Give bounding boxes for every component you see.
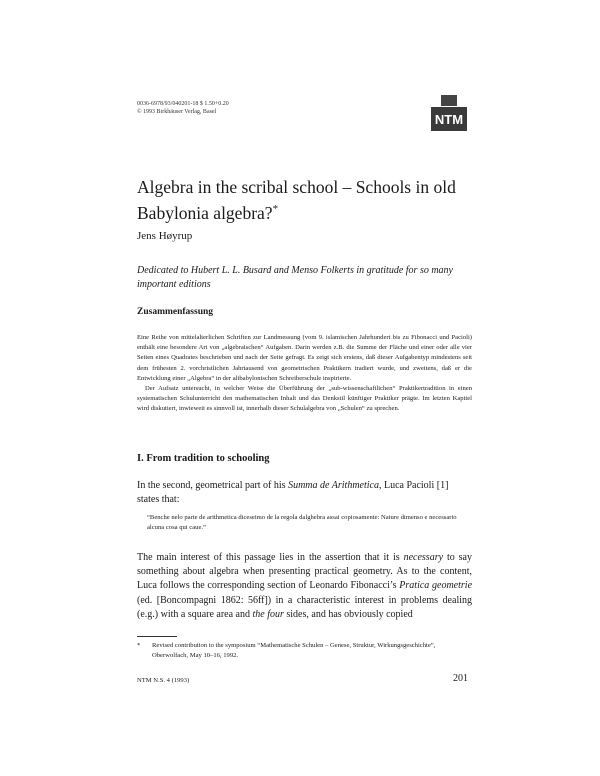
body-paragraph	[137, 479, 472, 507]
title-text: Algebra in the scribal school – Schools in old Babylonia algebra?	[137, 177, 456, 223]
logo-text: NTM	[434, 112, 464, 127]
text-run: sides, and has obviously copied	[283, 608, 413, 620]
journal-citation: NTM N.S. 4 (1993)	[137, 677, 190, 684]
article-title	[137, 176, 467, 224]
copyright-line: © 1993 Birkhäuser Verlag, Basel	[137, 109, 217, 115]
footnote-mark: *	[137, 642, 141, 649]
header-metadata	[137, 100, 229, 116]
zusammenfassung-paragraph: Der Aufsatz untersucht, in welcher Weise die Überführung der „sub-wissenschaftlichen“ Praktikertradition in einen systematischen Schulunterricht den mathematischen Inhalt und das Denkstil künftiger Praktiker prägte. Im letzten Kapitel wird diskutiert, inwieweit es sinnvoll ist, innerhalb dieser Schulalgebra von „Schulen“ zu sprechen.	[137, 385, 472, 413]
block-quote: “Benche nelo parte de arithmetica diceseimo de la regola dalghebra assai copiosamente: Nature dimenso e necessario alcuna cosa qui caue.”	[147, 514, 457, 531]
work-title: Pratica geometrie	[399, 580, 473, 592]
footnote-rule	[137, 636, 177, 637]
emphasis: necessary	[403, 552, 444, 563]
text-run: to say something about algebra when presenting practical geometry. As to the content, Luca follows the corresponding section of Leonardo Fibonacci’s	[137, 552, 472, 592]
emphasis: the four	[252, 608, 284, 620]
page-number: 201	[453, 673, 468, 684]
footnote	[137, 641, 472, 660]
issn-line: 0036-6978/93/040201-18 $ 1.50+0.20	[137, 101, 229, 107]
section-heading: I. From tradition to schooling	[137, 453, 270, 464]
zusammenfassung-paragraph: Eine Reihe von mittelalterlichen Schriften zur Landmessung (vom 9. islamischen Jahrhundert bis zu Fibonacci und Pacioli) enthält eine besondere Art von „algebraischen“ Aufgaben. Darin werden z.B. die Summe der Fläche und einer oder alle vier Seiten eines Quadrates beschrieben und nach der Seite gefragt. Es zeigt sich erstens, daß dieser Aufgabentyp mindestens seit dem frühesten 2. vorchristlichen Jahrtausend von geometrischen Praktikern tradiert wurde, und zweitens, daß er die Entwicklung einer „Algebra“ in der altbabylonischen Schreiberschule inspirierte.	[137, 334, 472, 382]
footnote-text: Revised contribution to the symposium “Mathematische Schulen – Genese, Struktur, Wirkungsgeschichte”, Oberwolfach, May 10–16, 1992.	[152, 642, 436, 659]
author-name: Jens Høyrup	[137, 230, 193, 242]
work-title: Summa de Arithmetica	[288, 480, 379, 491]
body-paragraph	[137, 551, 472, 622]
text-run: (ed. [Boncompagni 1862: 56ff]) in a characteristic interest in problems dealing (e.g.) with a square area and	[137, 594, 472, 620]
text-run: In the second, geometrical part of his	[137, 480, 289, 491]
title-footnote-mark: *	[272, 203, 279, 215]
zusammenfassung-heading: Zusammenfassung	[137, 307, 214, 317]
dedication: Dedicated to Hubert L. L. Busard and Menso Folkerts in gratitude for so many important editions	[137, 265, 453, 290]
zusammenfassung-body	[137, 333, 472, 415]
journal-logo	[429, 93, 469, 133]
text-run: The main interest of this passage lies in the assertion that it is	[137, 552, 404, 563]
text-run: , Luca Pacioli [1] states that:	[137, 480, 449, 505]
